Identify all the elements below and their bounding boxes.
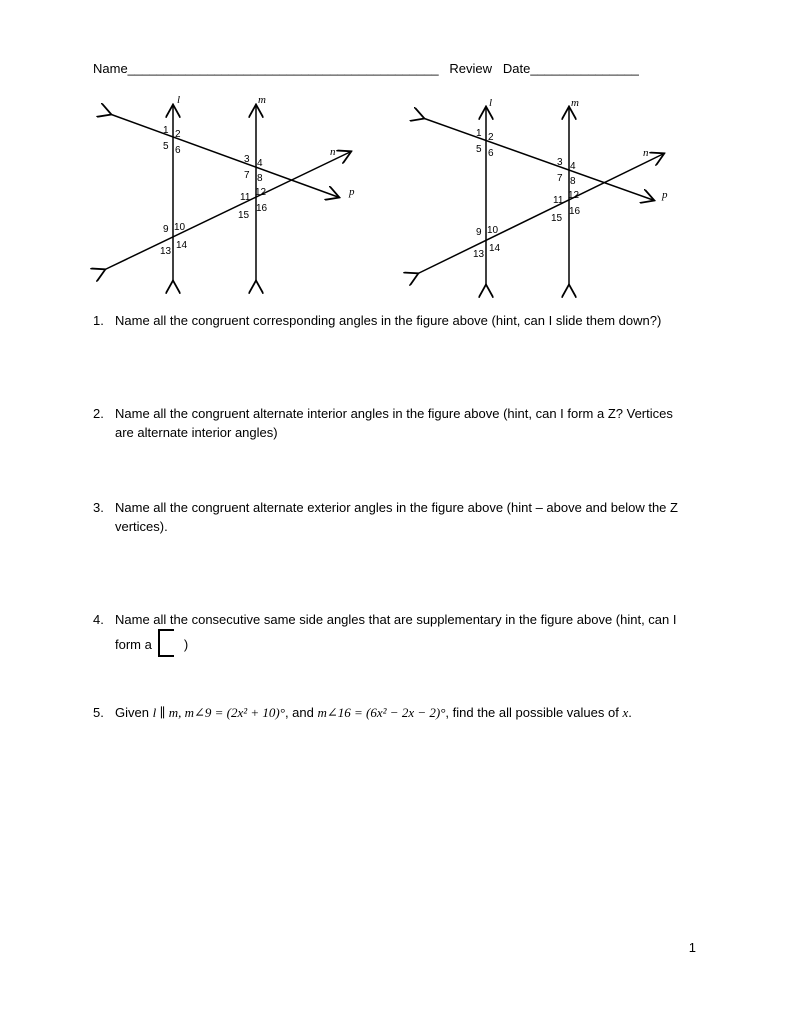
- angle-6: 6: [488, 148, 494, 159]
- angle-16: 16: [256, 203, 268, 214]
- question-text: Name all the consecutive same side angles that are supplementary in the figure above (hint, can I form a ): [115, 610, 693, 657]
- page-number: 1: [688, 940, 696, 955]
- question-number: 4.: [93, 612, 104, 627]
- angle-4: 4: [570, 161, 576, 172]
- question-4: [93, 610, 693, 657]
- label-p: p: [349, 186, 355, 198]
- question-text: Name all the congruent alternate exterior angles in the figure above (hint – above and below the Z vertices).: [115, 500, 678, 534]
- question-text: Name all the congruent alternate interior angles in the figure above (hint, can I form a Z? Vertices are alternate interior angles): [115, 406, 673, 440]
- question-number: 5.: [93, 705, 104, 720]
- angle-5: 5: [476, 144, 482, 155]
- angle-11: 11: [553, 195, 564, 206]
- angle-9: 9: [163, 224, 169, 235]
- angle-16: 16: [569, 206, 581, 217]
- angle-5: 5: [163, 141, 169, 152]
- question-3: [93, 498, 693, 536]
- name-field[interactable]: Name___________________________________________: [93, 61, 439, 76]
- angle-7: 7: [244, 170, 250, 181]
- question-text: Given l ∥ m, m∠9 = (2x² + 10)°, and m∠16 = (6x² − 2x − 2)°, find the all possible values of x.: [115, 705, 632, 720]
- line-p: [423, 118, 653, 200]
- angle-2: 2: [175, 129, 181, 140]
- question-5: [93, 703, 693, 722]
- angle-4: 4: [257, 158, 263, 169]
- line-n: [417, 154, 663, 274]
- angle-6: 6: [175, 145, 181, 156]
- line-n: [104, 152, 350, 270]
- angle-13: 13: [473, 249, 485, 260]
- angle-1: 1: [163, 125, 169, 136]
- question-number: 2.: [93, 406, 104, 421]
- label-n: n: [643, 147, 649, 159]
- angle-15: 15: [238, 210, 250, 221]
- line-p: [110, 114, 338, 197]
- angle-3: 3: [244, 154, 250, 165]
- question-1: [93, 311, 693, 330]
- figure-right: [413, 90, 673, 290]
- question-2: [93, 404, 693, 442]
- angle-8: 8: [570, 176, 576, 187]
- header: [93, 61, 639, 76]
- angle-14: 14: [176, 240, 188, 251]
- transversal-diagram: [100, 90, 360, 290]
- angle-12: 12: [255, 187, 267, 198]
- label-m: m: [258, 94, 266, 106]
- transversal-diagram: [413, 90, 673, 290]
- question-number: 1.: [93, 313, 104, 328]
- angle-15: 15: [551, 213, 563, 224]
- angle-13: 13: [160, 246, 172, 257]
- angle-11: 11: [240, 192, 251, 203]
- label-p: p: [662, 189, 668, 201]
- angle-10: 10: [174, 222, 186, 233]
- review-label: Review: [449, 61, 493, 76]
- angle-7: 7: [557, 173, 563, 184]
- label-l: l: [489, 97, 493, 109]
- angle-1: 1: [476, 128, 482, 139]
- angle-8: 8: [257, 173, 263, 184]
- label-m: m: [571, 97, 579, 109]
- label-l: l: [177, 94, 181, 106]
- angle-3: 3: [557, 157, 563, 168]
- question-number: 3.: [93, 500, 104, 515]
- angle-2: 2: [488, 132, 494, 143]
- label-n: n: [330, 146, 336, 158]
- angle-12: 12: [568, 190, 580, 201]
- angle-9: 9: [476, 227, 482, 238]
- question-text: Name all the congruent corresponding angles in the figure above (hint, can I slide them down?): [115, 313, 662, 328]
- date-field[interactable]: Date_______________: [502, 61, 639, 76]
- angle-10: 10: [487, 225, 499, 236]
- bracket-shape-icon: [158, 629, 174, 657]
- angle-14: 14: [489, 243, 501, 254]
- figure-left: [100, 90, 360, 290]
